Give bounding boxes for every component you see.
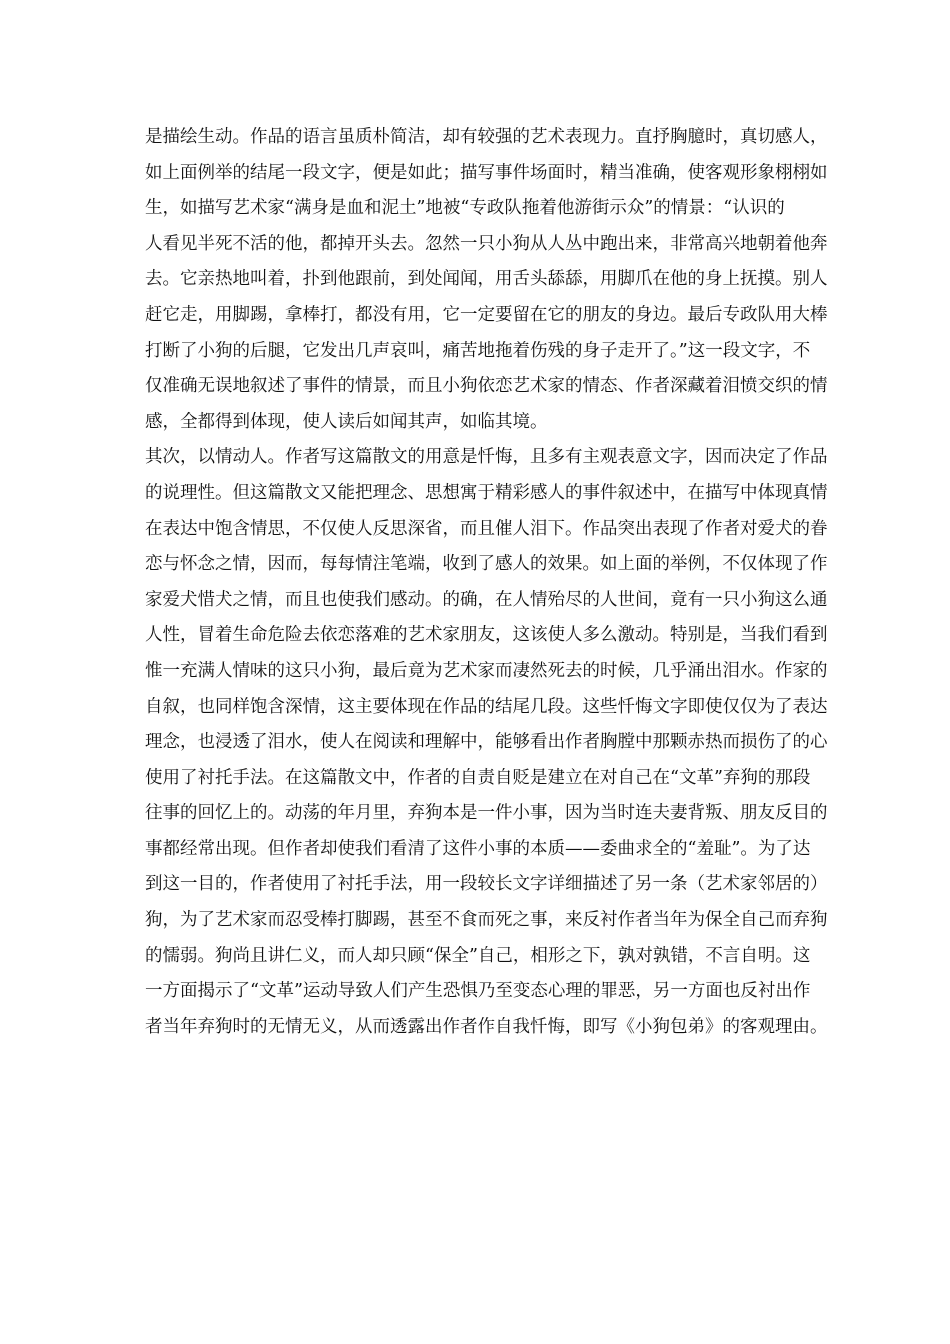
text-line: 恋与怀念之情，因而，每每情注笔端，收到了感人的效果。如上面的举例，不仅体现了作 — [145, 554, 828, 575]
text-line: 使用了衬托手法。在这篇散文中，作者的自责自贬是建立在对自己在“文革”弃狗的那段 — [145, 767, 811, 788]
text-line: 仅准确无误地叙述了事件的情景，而且小狗依恋艺术家的情态、作者深藏着泪愤交织的情 — [145, 376, 828, 397]
text-line: 赶它走，用脚踢，拿棒打，都没有用，它一定要留在它的朋友的身边。最后专政队用大棒 — [145, 304, 828, 325]
text-line: 的懦弱。狗尚且讲仁义，而人却只顾“保全”自己，相形之下，孰对孰错，不言自明。这 — [145, 945, 811, 966]
text-line: 者当年弃狗时的无情无义，从而透露出作者作自我忏悔，即写《小狗包弟》的客观理由。 — [145, 1016, 828, 1037]
text-line: 打断了小狗的后腿，它发出几声哀叫，痛苦地拖着伤残的身子走开了。”这一段文字，不 — [145, 340, 811, 361]
text-line: 理念，也浸透了泪水，使人在阅读和理解中，能够看出作者胸膛中那颗赤热而损伤了的心 — [145, 732, 828, 753]
text-line: 其次，以情动人。作者写这篇散文的用意是忏悔，且多有主观表意文字，因而决定了作品 — [145, 447, 828, 468]
text-line: 如上面例举的结尾一段文字，便是如此；描写事件场面时，精当准确，使客观形象栩栩如 — [145, 162, 828, 183]
text-line: 狗，为了艺术家而忍受棒打脚踢，甚至不食而死之事，来反衬作者当年为保全自己而弃狗 — [145, 910, 828, 931]
text-line: 到这一目的，作者使用了衬托手法，用一段较长文字详细描述了另一条（艺术家邻居的） — [145, 874, 828, 895]
text-line: 往事的回忆上的。动荡的年月里，弃狗本是一件小事，因为当时连夫妻背叛、朋友反目的 — [145, 803, 828, 824]
text-line: 去。它亲热地叫着，扑到他跟前，到处闻闻，用舌头舔舔，用脚爪在他的身上抚摸。别人 — [145, 269, 828, 290]
text-line: 人看见半死不活的他，都掉开头去。忽然一只小狗从人丛中跑出来，非常高兴地朝着他奔 — [145, 233, 828, 254]
text-line: 事都经常出现。但作者却使我们看清了这件小事的本质——委曲求全的“羞耻”。为了达 — [145, 838, 811, 859]
text-line: 一方面揭示了“文革”运动导致人们产生恐惧乃至变态心理的罪恶，另一方面也反衬出作 — [145, 981, 811, 1002]
text-line: 感，全都得到体现，使人读后如闻其声，如临其境。 — [145, 411, 548, 432]
text-line: 惟一充满人情味的这只小狗，最后竟为艺术家而凄然死去的时候，几乎涌出泪水。作家的 — [145, 660, 828, 681]
text-line: 自叙，也同样饱含深情，这主要体现在作品的结尾几段。这些忏悔文字即使仅仅为了表达 — [145, 696, 828, 717]
text-line: 人性，冒着生命危险去依恋落难的艺术家朋友，这该使人多么激动。特别是，当我们看到 — [145, 625, 828, 646]
text-line: 在表达中饱含情思，不仅使人反思深省，而且催人泪下。作品突出表现了作者对爱犬的眷 — [145, 518, 828, 539]
text-line: 是描绘生动。作品的语言虽质朴简洁，却有较强的艺术表现力。直抒胸臆时，真切感人， — [145, 127, 828, 147]
text-line: 家爱犬惜犬之情，而且也使我们感动。的确，在人情殆尽的人世间，竟有一只小狗这么通 — [145, 589, 828, 610]
text-line: 的说理性。但这篇散文又能把理念、思想寓于精彩感人的事件叙述中，在描写中体现真情 — [145, 482, 828, 503]
body-text — [145, 120, 828, 1045]
text-line: 生，如描写艺术家“满身是血和泥土”地被“专政队拖着他游街示众”的情景：“认识的 — [145, 198, 785, 219]
